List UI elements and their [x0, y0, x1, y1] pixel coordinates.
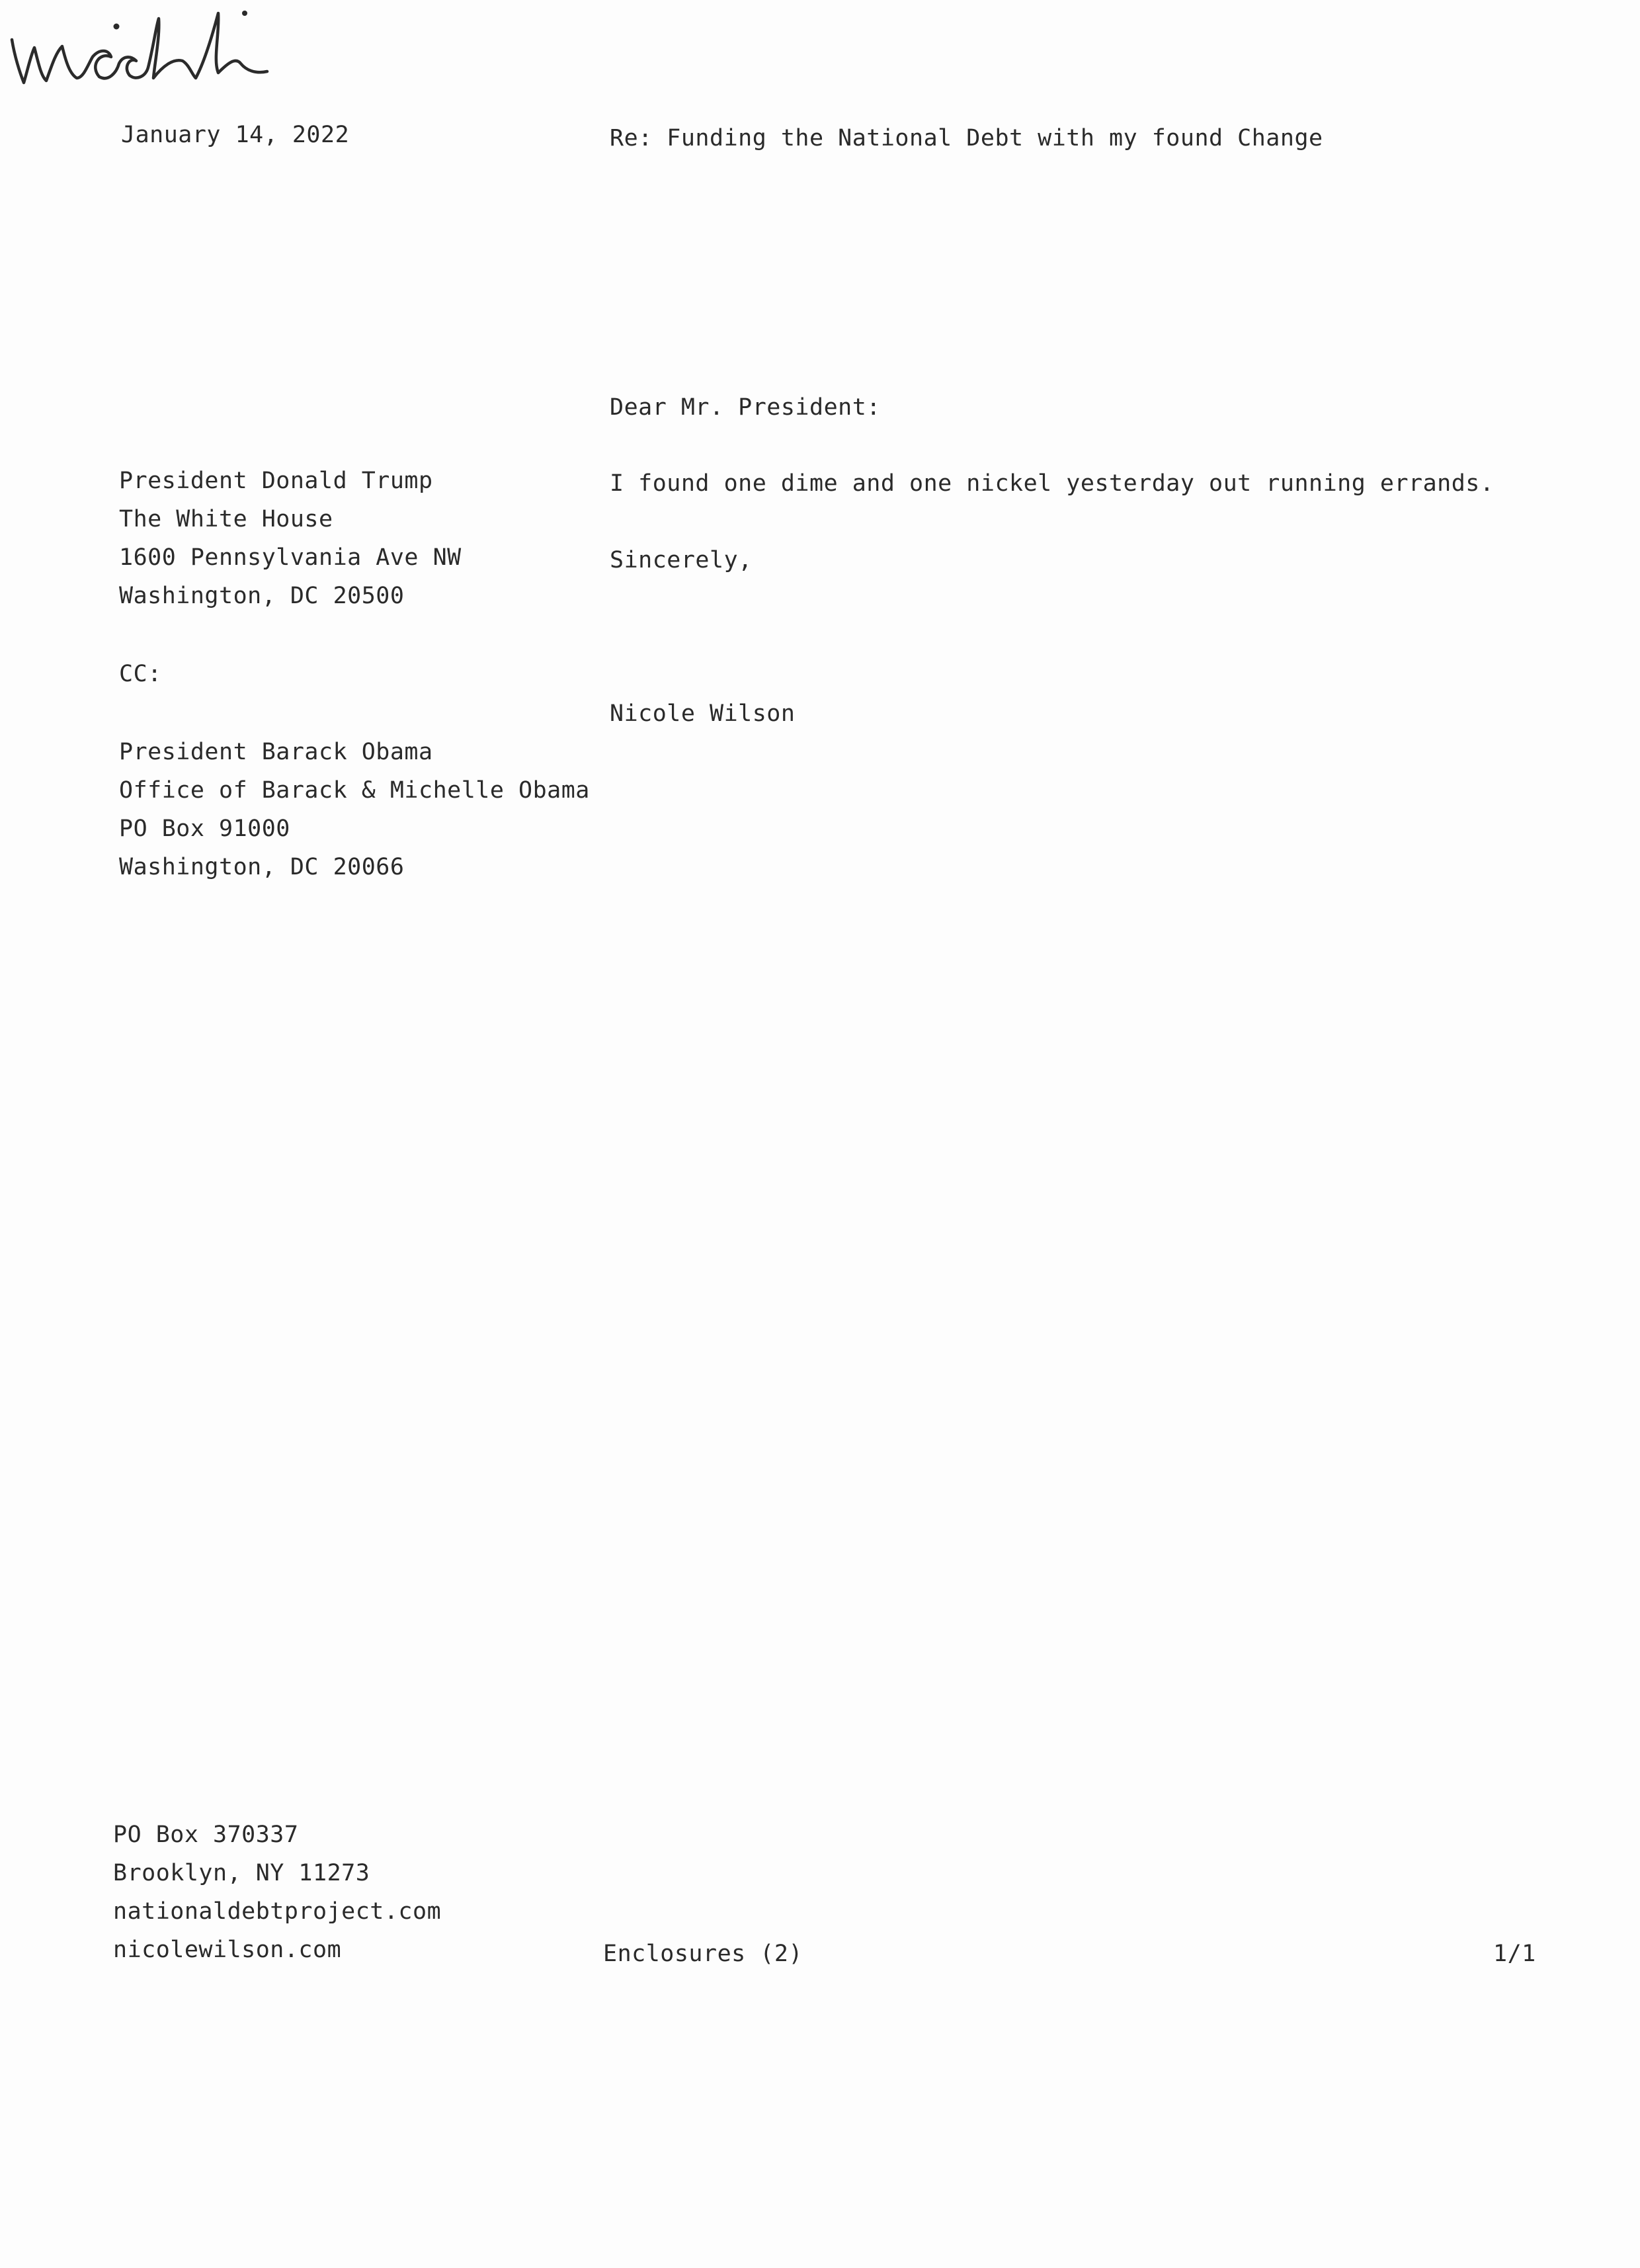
sender-line: Brooklyn, NY 11273 [113, 1860, 370, 1886]
recipient-line: The White House [119, 506, 333, 532]
recipient-address [119, 462, 462, 615]
letter-date: January 14, 2022 [121, 122, 350, 148]
recipient-line: 1600 Pennsylvania Ave NW [119, 544, 462, 571]
letter-body: I found one dime and one nickel yesterday out running errands. [610, 470, 1495, 497]
sender-info [113, 1816, 441, 1969]
closing: Sincerely, [610, 547, 753, 573]
letter-subject: Re: Funding the National Debt with my found Change [610, 125, 1323, 151]
cc-recipient-line: PO Box 91000 [119, 816, 290, 842]
recipient-line: President Donald Trump [119, 468, 433, 494]
cc-recipient-address [119, 733, 590, 886]
page-number: 1/1 [1493, 1941, 1536, 1967]
cc-recipient-line: Office of Barack & Michelle Obama [119, 777, 590, 804]
sender-website: nationaldebtproject.com [113, 1898, 442, 1925]
recipient-line: Washington, DC 20500 [119, 583, 405, 609]
sender-website: nicolewilson.com [113, 1937, 342, 1963]
signature-image [0, 0, 370, 99]
enclosures-note: Enclosures (2) [603, 1941, 803, 1967]
cc-recipient-line: Washington, DC 20066 [119, 854, 405, 880]
signer-name: Nicole Wilson [610, 700, 796, 727]
cc-label: CC: [119, 661, 162, 687]
sender-line: PO Box 370337 [113, 1822, 299, 1848]
cc-recipient-line: President Barack Obama [119, 739, 433, 765]
salutation: Dear Mr. President: [610, 394, 881, 421]
